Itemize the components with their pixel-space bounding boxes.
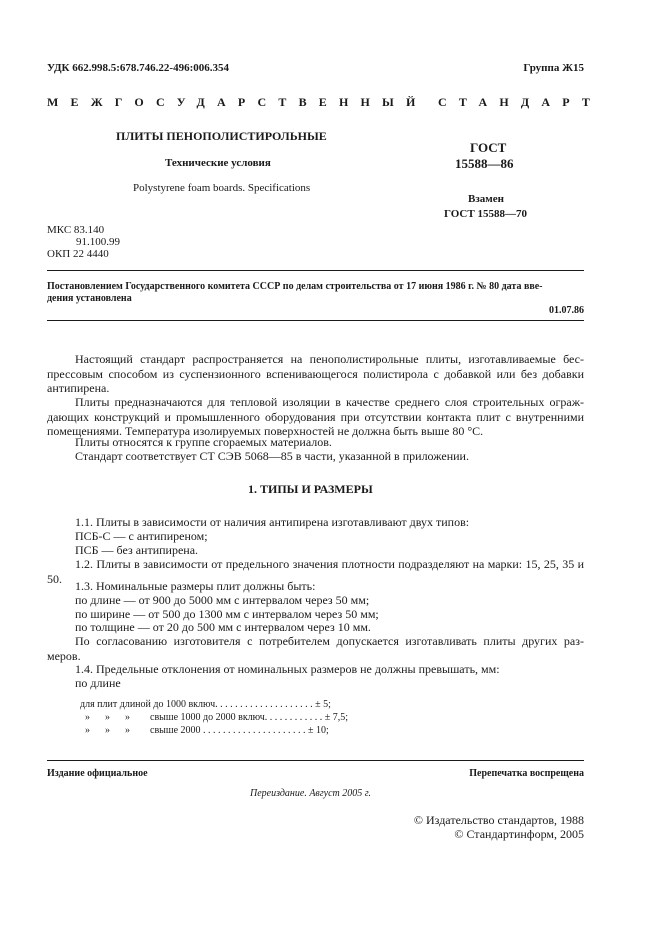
decree-text: Постановлением Государственного комитета СССР по делам строительства от 17 июня 1986 г. № 80 дата вве- (47, 281, 543, 292)
udk-code: УДК 662.998.5:678.746.22-496:006.354 (47, 62, 229, 74)
size-width: по ширине — от 500 до 1300 мм с интервалом через 50 мм; (75, 607, 379, 621)
tolerance-row (80, 714, 329, 736)
english-title: Polystyrene foam boards. Specifications (133, 182, 311, 194)
divider-decree (47, 320, 584, 321)
clause-1-3: 1.3. Номинальные размеры плит должны быть: (75, 579, 316, 593)
tolerance-value: ± 10; (308, 725, 329, 736)
banner-standard: СТАНДАРТ (438, 95, 603, 109)
tolerance-label: для плит длиной до 1000 включ. (80, 699, 218, 710)
type-psb: ПСБ — без антипирена. (75, 543, 199, 557)
decree-text-cont: дения установлена (47, 293, 132, 304)
divider-top (47, 270, 584, 271)
intro-paragraph-3: Плиты относятся к группе сгораемых материалов. (75, 435, 332, 449)
tolerance-label: » » » свыше 2000 (85, 725, 201, 736)
type-psbs: ПСБ-С — с антипиреном; (75, 529, 208, 543)
gost-number: 15588—86 (455, 156, 514, 171)
copyright-standartinform: © Стандартинформ, 2005 (454, 827, 584, 841)
divider-footer (47, 760, 584, 761)
replaces-number: ГОСТ 15588—70 (444, 208, 527, 220)
okp-code: ОКП 22 4440 (47, 248, 109, 260)
size-length: по длине — от 900 до 5000 мм с интервалом через 50 мм; (75, 593, 370, 607)
mks-code-2: 91.100.99 (76, 236, 120, 248)
tolerance-leader: . . . . . . . . . . . . . . . . . . . . . (200, 725, 309, 736)
tolerance-leader: . . . . . . . . . . . . . . . . . . . (217, 699, 316, 710)
banner-interstate: МЕЖГОСУДАРСТВЕННЫЙ (47, 95, 428, 109)
clause-1-2: 1.2. Плиты в зависимости от предельного значения плотности подразделяют на марки: 15, 25, 35 и 50. (47, 557, 584, 586)
group-code: Группа Ж15 (523, 62, 584, 74)
section-heading: 1. ТИПЫ И РАЗМЕРЫ (248, 482, 373, 496)
length-label: по длине (75, 676, 121, 690)
mks-code: МКС 83.140 (47, 224, 105, 236)
document-subtitle: Технические условия (165, 157, 271, 169)
clause-1-1: 1.1. Плиты в зависимости от наличия антипирена изготавливают двух типов: (75, 515, 470, 529)
intro-paragraph-4: Стандарт соответствует СТ СЭВ 5068—85 в части, указанной в приложении. (75, 449, 469, 463)
tolerance-value: ± 5; (315, 699, 331, 710)
gost-label: ГОСТ (470, 140, 507, 155)
tolerance-value: ± 7,5; (324, 712, 349, 723)
clause-1-4: 1.4. Предельные отклонения от номинальных размеров не должны превышать, мм: (75, 662, 500, 676)
agreement-note: По согласованию изготовителя с потребителем допускается изготавливать плиты других раз-меров. (47, 634, 584, 663)
intro-paragraph-2: Плиты предназначаются для тепловой изоляции в качестве среднего слоя строительных ограж-дающих конструкций и промышленного оборудования при отсутствии контакта плит с внутренними помещениями. Температура изолируемых поверхностей не должна быть выше 80 °С. (47, 395, 584, 438)
official-edition: Издание официальное (47, 768, 148, 779)
replaces-label: Взамен (468, 193, 504, 205)
decree-date: 01.07.86 (549, 305, 584, 316)
copyright-publisher: © Издательство стандартов, 1988 (413, 813, 584, 827)
document-title: ПЛИТЫ ПЕНОПОЛИСТИРОЛЬНЫЕ (116, 129, 327, 143)
size-thickness: по толщине — от 20 до 500 мм с интервалом через 10 мм. (75, 620, 371, 634)
tolerance-label: » » » свыше 1000 до 2000 включ. (85, 712, 268, 723)
reissue-note: Переиздание. Август 2005 г. (250, 788, 372, 799)
intro-paragraph-1: Настоящий стандарт распространяется на пенополистирольные плиты, изготавливаемые бес-прессовым способом из суспензионного вспенивающегося полистирола с добавкой или без добавки антипирена. (47, 352, 584, 395)
tolerance-leader: . . . . . . . . . . . (267, 712, 325, 723)
reprint-prohibited: Перепечатка воспрещена (469, 768, 584, 779)
